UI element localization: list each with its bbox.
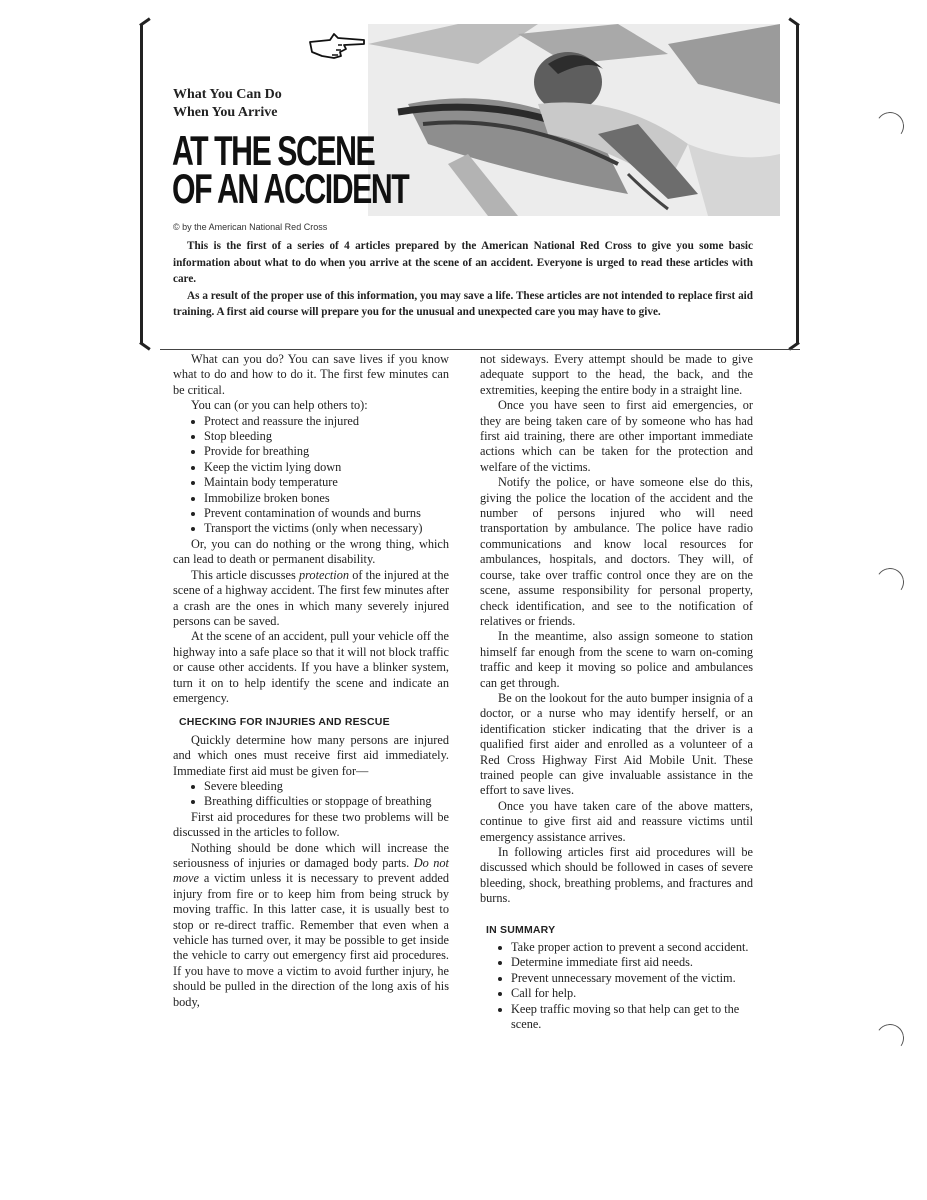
paragraph: Once you have taken care of the above matters, continue to give first aid and reassure victims until emergency assistance arrives. (480, 798, 753, 844)
punch-hole-mark (874, 110, 906, 142)
list-item: Keep the victim lying down (189, 460, 449, 475)
punch-hole-mark (874, 1022, 906, 1054)
text-run: a victim unless it is necessary to prevent added injury from fire or to keep him from being struck by moving traffic. In this latter case, it is usually best to stop or re-direct traffic. Remember that even when a vehicle has turned over, it may be possible to get inside the vehicle to carry out emergency first aid procedures. If you have to move a victim to avoid further injury, he should be pulled in the direction of the long axis of his body, (173, 871, 449, 1009)
paragraph: What can you do? You can save lives if you know what to do and how to do it. The first few minutes can be critical. (173, 352, 449, 397)
kicker-line-2: When You Arrive (173, 105, 278, 120)
pointing-hand-icon (308, 28, 368, 62)
text-run: This article discusses (191, 567, 299, 582)
list-item: Breathing difficulties or stoppage of breathing (189, 794, 449, 809)
intro-paragraph-2: As a result of the proper use of this information, you may save a life. These articles are not intended to replace first aid training. A first aid course will prepare you for the unusual and unexpected care you may have to give. (173, 289, 753, 318)
text-run: of the injured at the scene of a highway accident. The first few minutes after a crash are the ones in which many severely injured persons can be saved. (173, 567, 449, 628)
section-divider (160, 349, 800, 350)
list-item: Transport the victims (only when necessary) (189, 521, 449, 536)
list-item: Determine immediate first aid needs. (496, 955, 753, 970)
list-item: Severe bleeding (189, 779, 449, 794)
headline-line-1: AT THE SCENE (172, 127, 375, 174)
copyright-credit: © by the American National Red Cross (173, 222, 328, 232)
headline-line-2: OF AN ACCIDENT (172, 165, 409, 212)
list-item: Provide for breathing (189, 444, 449, 459)
list-item: Keep traffic moving so that help can get to the scene. (496, 1002, 753, 1033)
emphasis-text: Do not move (173, 856, 449, 886)
accident-photo (368, 24, 780, 216)
kicker (173, 86, 282, 122)
right-bracket-ornament (782, 24, 799, 344)
intro-paragraph-1: This is the first of a series of 4 articles prepared by the American National Red Cross to give you some basic information about what to do when you arrive at the scene of an accident. Everyone is urged to read these articles with care. (173, 240, 753, 285)
list-item: Call for help. (496, 986, 753, 1001)
list-item: Prevent unnecessary movement of the victim. (496, 971, 753, 986)
section-heading: IN SUMMARY (486, 923, 556, 936)
text-run: Nothing should be done which will increase the seriousness of injuries or damaged body parts. (173, 840, 449, 870)
emphasis-text: protection (298, 567, 350, 582)
paragraph (173, 841, 449, 1010)
page-title (172, 127, 409, 212)
paragraph: not sideways. Every attempt should be made to give adequate support to the head, the back, and the extremities, keeping the entire body in a straight line. (480, 352, 753, 397)
actions-list (173, 414, 449, 537)
right-column (480, 352, 753, 1032)
paragraph: Or, you can do nothing or the wrong thing, which can lead to death or permanent disability. (173, 536, 449, 567)
punch-hole-mark (874, 566, 906, 598)
paragraph: Quickly determine how many persons are injured and which ones must receive first aid immediately. Immediate first aid must be given for— (173, 732, 449, 778)
paragraph: In following articles first aid procedures will be discussed which should be followed in cases of severe bleeding, shock, breathing problems, and fractures and burns. (480, 845, 753, 906)
list-item: Prevent contamination of wounds and burns (189, 506, 449, 521)
paragraph: In the meantime, also assign someone to station himself far enough from the scene to warn on-coming traffic and keep it moving so police and ambulances can get through. (480, 629, 753, 690)
paragraph: Be on the lookout for the auto bumper insignia of a doctor, or a nurse who may identify herself, or an identification sticker indicating that the driver is a qualified first aider and enrolled as a volunteer of a Red Cross Highway First Aid Mobile Unit. These trained people can give invaluable assistance in the effort to save lives. (480, 690, 753, 798)
summary-list (480, 940, 753, 1032)
list-item: Immobilize broken bones (189, 491, 449, 506)
paragraph (173, 568, 449, 630)
list-item: Protect and reassure the injured (189, 414, 449, 429)
paragraph: Once you have seen to first aid emergencies, or they are being taken care of by someone who has had first aid training, there are other important immediate actions which can be taken for the protection and welfare of the victims. (480, 398, 753, 474)
paragraph: First aid procedures for these two problems will be discussed in the articles to follow. (173, 809, 449, 840)
paragraph: You can (or you can help others to): (191, 398, 368, 413)
section-heading: CHECKING FOR INJURIES AND RESCUE (179, 716, 390, 729)
list-item: Maintain body temperature (189, 475, 449, 490)
left-bracket-ornament (140, 24, 157, 344)
paragraph: At the scene of an accident, pull your vehicle off the highway into a safe place so that it will not block traffic or cause other accidents. If you have a blinker system, turn it on to help identify the scene and indicate an emergency. (173, 629, 449, 705)
intro-block (173, 238, 753, 321)
list-item: Stop bleeding (189, 429, 449, 444)
kicker-line-1: What You Can Do (173, 87, 282, 102)
paragraph: Notify the police, or have someone else do this, giving the police the location of the accident and the number of persons injured who will need transportation by ambulance. The police have radio communications and know local resources for ambulances, hospitals, and doctors. They will, of course, take over traffic control once they are on the scene, assume responsibility for personal property, check identification, and see to the notification of relatives or friends. (480, 475, 753, 628)
list-item: Take proper action to prevent a second accident. (496, 940, 753, 955)
left-column (173, 352, 449, 1010)
priority-list (173, 779, 449, 810)
